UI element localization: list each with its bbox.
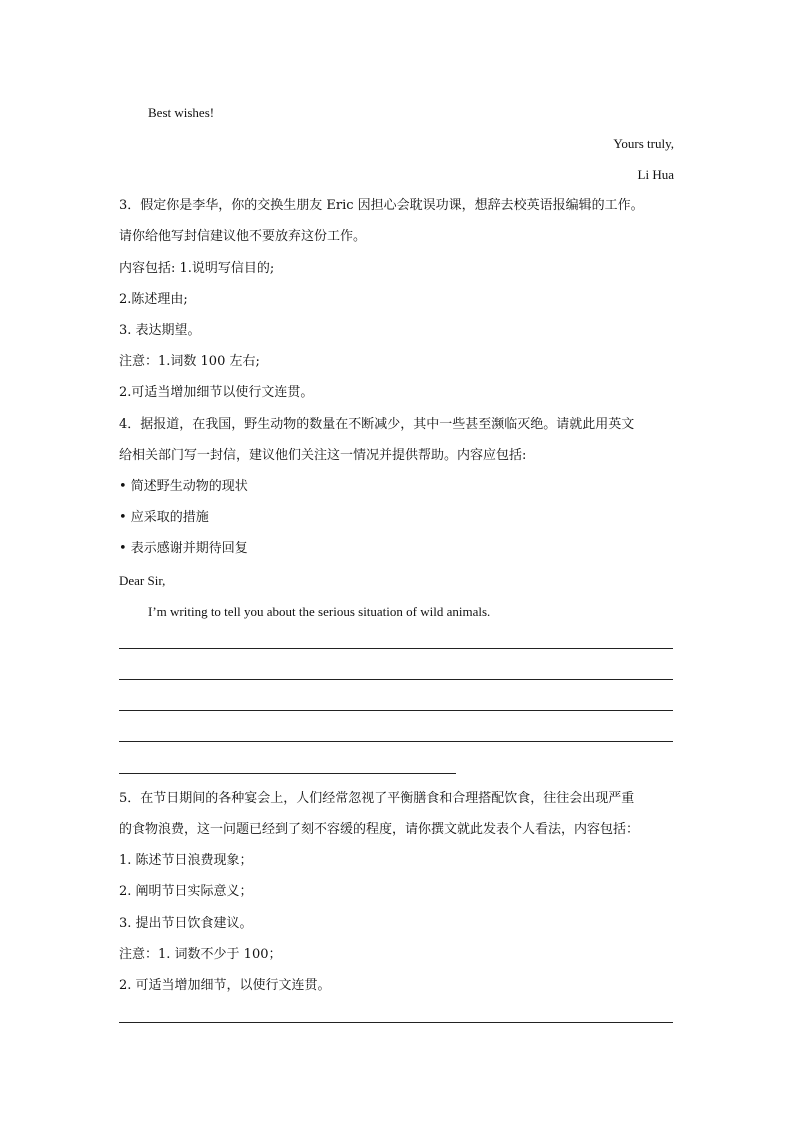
answer-line [119, 648, 673, 649]
q5-note-2: 2. 可适当增加细节，以使行文连贯。 [119, 978, 331, 993]
q5-prompt-line-1: 5．在节日期间的各种宴会上，人们经常忽视了平衡膳食和合理搭配饮食，往往会出现严重 [119, 791, 635, 806]
letter-signature-name: Li Hua [637, 167, 674, 182]
answer-line [119, 679, 673, 680]
letter-sign-off: Yours truly, [613, 136, 674, 151]
q3-content-item-1: 内容包括: 1.说明写信目的; [119, 261, 275, 276]
q5-prompt-line-2: 的食物浪费，这一问题已经到了刻不容缓的程度，请你撰文就此发表个人看法，内容包括： [119, 822, 640, 837]
answer-line [119, 741, 673, 742]
q3-content-item-2: 2.陈述理由; [119, 292, 188, 307]
q3-prompt-line-1: 3．假定你是李华，你的交换生朋友 Eric 因担心会耽误功课，想辞去校英语报编辑的工作。 [119, 198, 644, 213]
q5-content-item-1: 1. 陈述节日浪费现象； [119, 853, 253, 868]
q3-prompt-line-2: 请你给他写封信建议他不要放弃这份工作。 [119, 229, 367, 244]
q5-content-item-2: 2. 阐明节日实际意义； [119, 884, 253, 899]
letter-closing: Best wishes! [148, 105, 215, 120]
answer-line-short [119, 773, 456, 774]
q4-prompt-line-2: 给相关部门写一封信，建议他们关注这一情况并提供帮助。内容应包括: [119, 448, 527, 463]
q3-note-2: 2.可适当增加细节以使行文连贯。 [119, 385, 314, 400]
q4-bullet-3: • 表示感谢并期待回复 [119, 541, 248, 556]
answer-line [119, 710, 673, 711]
q4-opening-sentence: I’m writing to tell you about the serious situation of wild animals. [148, 604, 491, 619]
q3-note-1: 注意：1.词数 100 左右; [119, 354, 260, 369]
q5-note-1: 注意：1. 词数不少于 100； [119, 947, 282, 962]
q4-bullet-2: • 应采取的措施 [119, 510, 209, 525]
q4-bullet-1: • 简述野生动物的现状 [119, 479, 248, 494]
answer-line [119, 1022, 673, 1023]
q4-salutation: Dear Sir, [119, 573, 166, 588]
q5-content-item-3: 3. 提出节日饮食建议。 [119, 916, 253, 931]
q4-prompt-line-1: 4．据报道，在我国，野生动物的数量在不断减少，其中一些甚至濒临灭绝。请就此用英文 [119, 417, 635, 432]
q3-content-item-3: 3. 表达期望。 [119, 323, 201, 338]
